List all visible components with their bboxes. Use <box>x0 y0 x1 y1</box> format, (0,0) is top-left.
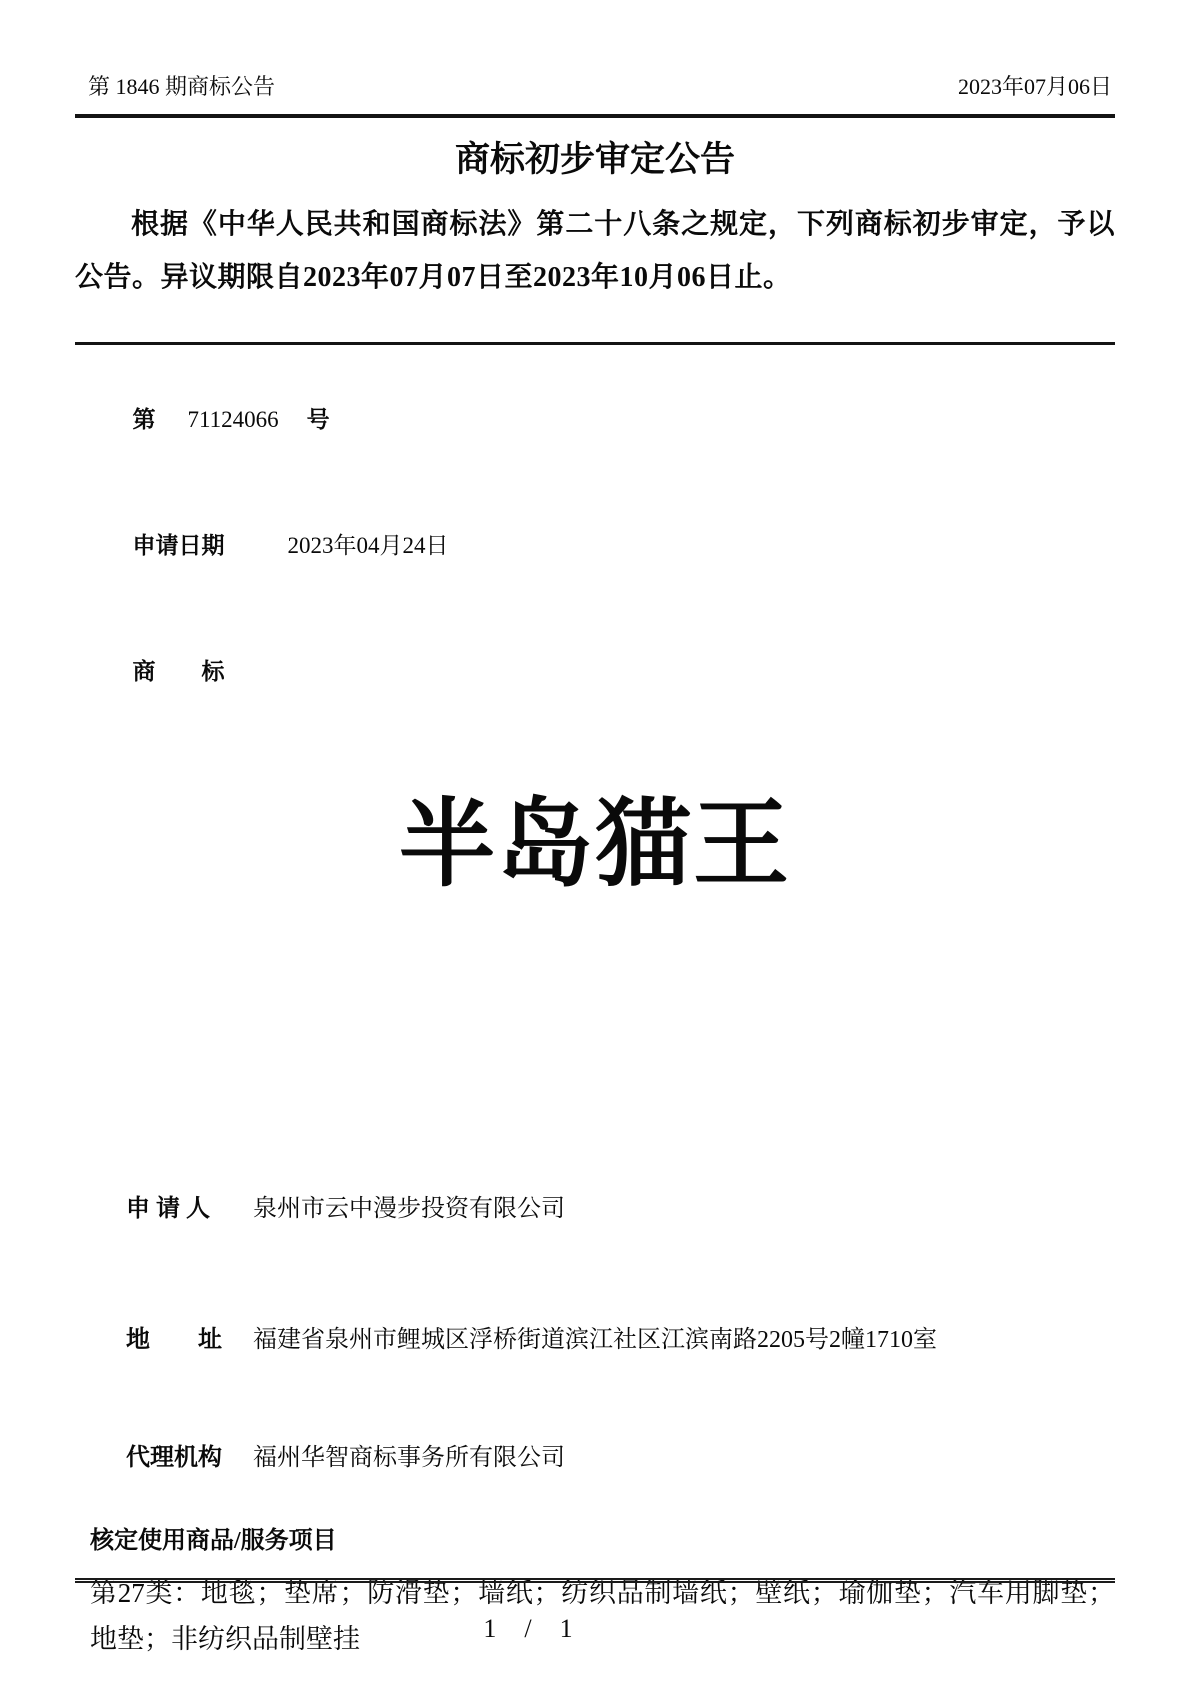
address-row <box>90 1289 1115 1391</box>
application-date-label: 申请日期 <box>132 533 225 558</box>
trademark-text: 半岛猫王 <box>399 791 791 898</box>
address-label: 地 址 <box>126 1327 222 1353</box>
page-title: 商标初步审定公告 <box>454 140 735 179</box>
goods-services-heading: 核定使用商品/服务项目 <box>90 1528 337 1554</box>
application-date-value: 2023年04月24日 <box>287 533 449 558</box>
applicant-value: 泉州市云中漫步投资有限公司 <box>253 1196 565 1222</box>
registration-number-row <box>98 357 1115 483</box>
registration-number-prefix: 第 <box>132 407 156 432</box>
page-header <box>75 72 1115 102</box>
detail-section <box>75 1158 1115 1662</box>
section-divider <box>75 342 1115 345</box>
applicant-row <box>90 1158 1115 1260</box>
trademark-label-row <box>98 609 1115 735</box>
registration-number-suffix: 号 <box>306 407 330 432</box>
gazette-date: 2023年07月06日 <box>957 74 1112 99</box>
page-number <box>0 1614 1123 1644</box>
applicant-label: 申 请 人 <box>126 1196 210 1222</box>
page-number-total: 1 <box>559 1614 573 1643</box>
registration-number: 71124066 <box>187 407 279 432</box>
page-number-separator: / <box>524 1614 532 1643</box>
trademark-display-area <box>75 735 1115 1158</box>
application-fields <box>75 357 1115 735</box>
page-number-current: 1 <box>483 1614 497 1643</box>
application-date-row <box>98 483 1115 609</box>
agency-label: 代理机构 <box>126 1445 222 1471</box>
agency-row <box>90 1407 1115 1509</box>
gazette-issue-label: 第 1846 期商标公告 <box>88 74 276 99</box>
footer-divider <box>75 1578 1115 1583</box>
agency-value: 福州华智商标事务所有限公司 <box>253 1445 565 1471</box>
goods-services-list: 第27类：地毯；垫席；防滑垫；墙纸；纺织品制墙纸；壁纸；瑜伽垫；汽车用脚垫；地垫；非纺织品制壁挂 <box>90 1578 1115 1654</box>
intro-paragraph: 根据《中华人民共和国商标法》第二十八条之规定，下列商标初步审定，予以公告。异议期限自2023年07月07日至2023年10月06日止。 <box>75 209 1115 293</box>
trademark-label: 商 标 <box>132 659 225 684</box>
header-divider <box>75 114 1115 118</box>
address-value: 福建省泉州市鲤城区浮桥街道滨江社区江滨南路2205号2幢1710室 <box>253 1327 937 1353</box>
